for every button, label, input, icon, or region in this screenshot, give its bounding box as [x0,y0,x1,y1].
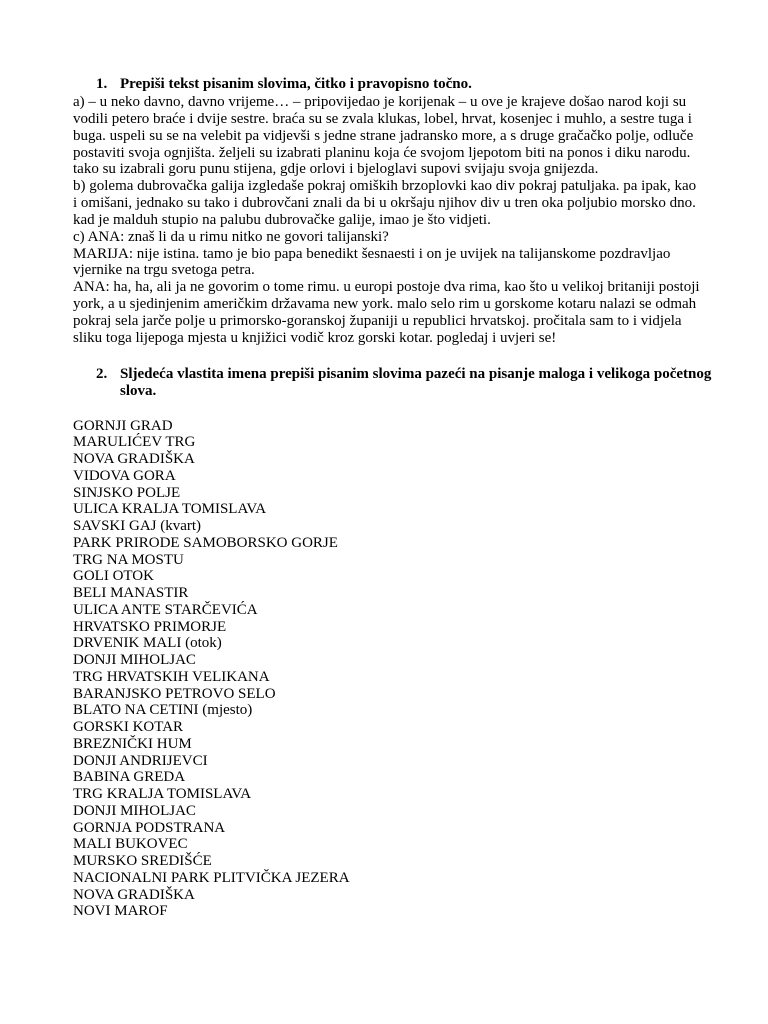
list-item: SINJSKO POLJE [73,484,181,501]
task-2 [73,365,712,921]
task-1-number: 1. [96,76,108,92]
list-item: MURSKO SREDIŠĆE [73,853,212,870]
task-1-heading [96,76,703,93]
list-item: VIDOVA GORA [73,467,176,484]
task-1 [73,76,703,347]
list-item: ULICA ANTE STARČEVIĆA [73,601,258,618]
list-item: TRG HRVATSKIH VELIKANA [73,668,270,685]
list-item: MALI BUKOVEC [73,836,188,853]
list-item: GORNJI GRAD [73,417,173,434]
list-item: DONJI ANDRIJEVCI [73,752,208,769]
list-item: DONJI MIHOLJAC [73,652,196,669]
list-item: NOVA GRADIŠKA [73,451,195,468]
list-item: BELI MANASTIR [73,585,189,602]
paragraph-b: b) golema dubrovačka galija izgledaše pokraj omiških brzoplovki kao div pokraj patuljaka. pa ipak, kao i omišani, jednako su tako i dubrovčani znali da bi u okršaju njihov div u tren oka poljubio morsko dno. kad je malduh stupio na palubu dubrovačke galije, imao je što vidjeti. [73,178,697,228]
paragraph-ana-reply: ANA: ha, ha, ali ja ne govorim o tome rimu. u europi postoje dva rima, kao što u velikoj britaniji postoji york, a u sjedinjenim američkim državama new york. malo selo rim u gorskome kotaru nalazi se odmah pokraj sela jarče polje u primorsko-goranskoj županiji u republici hrvatskoj. pročitala sam to i vidjela sliku toga lijepoga mjesta u knjižici vodič kroz gorski kotar. pogledaj i uvjeri se! [73,279,700,346]
task-1-heading-text: Prepiši tekst pisanim slovima, čitko i pravopisno točno. [120,76,472,92]
list-item: SAVSKI GAJ (kvart) [73,518,202,535]
list-item: NOVA GRADIŠKA [73,886,195,903]
list-item: HRVATSKO PRIMORJE [73,618,227,635]
list-item: BLATO NA CETINI (mjesto) [73,702,253,719]
document-page [73,76,712,920]
list-item: DONJI MIHOLJAC [73,802,196,819]
list-item: BARANJSKO PETROVO SELO [73,685,276,702]
list-item: GOLI OTOK [73,568,154,585]
list-item: TRG KRALJA TOMISLAVA [73,786,252,803]
task-2-heading-text: Sljedeća vlastita imena prepiši pisanim slovima pazeći na pisanje maloga i velikoga početnog slova. [120,365,712,399]
list-item: PARK PRIRODE SAMOBORSKO GORJE [73,534,338,551]
list-item: DRVENIK MALI (otok) [73,635,222,652]
list-item: GORNJA PODSTRANA [73,819,226,836]
paragraph-a: a) – u neko davno, davno vrijeme… – pripovijedao je korijenak – u ove je krajeve došao narod koji su vodili petero braće i dvije sestre. braća su se zvala klukas, lobel, hrvat, kosenjec i muhlo, a sestre tuga i buga. uspeli su se na velebit pa vidjevši s jedne strane jadransko more, a s druge gračačko polje, odluče postaviti svoja ognjišta. željeli su izabrati planinu koja će svojom ljepotom biti na ponos i diku narodu. tako su izabrali goru punu stijena, gdje orlovi i bjeloglavi supovi svijaju svoja gnijezda. [73,94,694,178]
list-item: NOVI MAROF [73,903,168,920]
paragraph-marija-reply: MARIJA: nije istina. tamo je bio papa benedikt šesnaesti i on je uvijek na talijanskome pozdravljao vjernike na trgu svetoga petra. [73,245,671,279]
task-1-text-block [73,94,703,347]
list-item: GORSKI KOTAR [73,719,184,736]
list-item: ULICA KRALJA TOMISLAVA [73,501,267,518]
paragraph-c-ana-question: c) ANA: znaš li da u rimu nitko ne govori talijanski? [73,228,389,245]
list-item: BREZNIČKI HUM [73,735,192,752]
task-2-heading [96,366,716,400]
proper-names-list [73,418,703,921]
list-item: BABINA GREDA [73,769,186,786]
list-item: TRG NA MOSTU [73,551,184,568]
list-item: NACIONALNI PARK PLITVIČKA JEZERA [73,869,350,886]
task-2-number: 2. [96,365,108,382]
list-item: MARULIĆEV TRG [73,434,196,451]
